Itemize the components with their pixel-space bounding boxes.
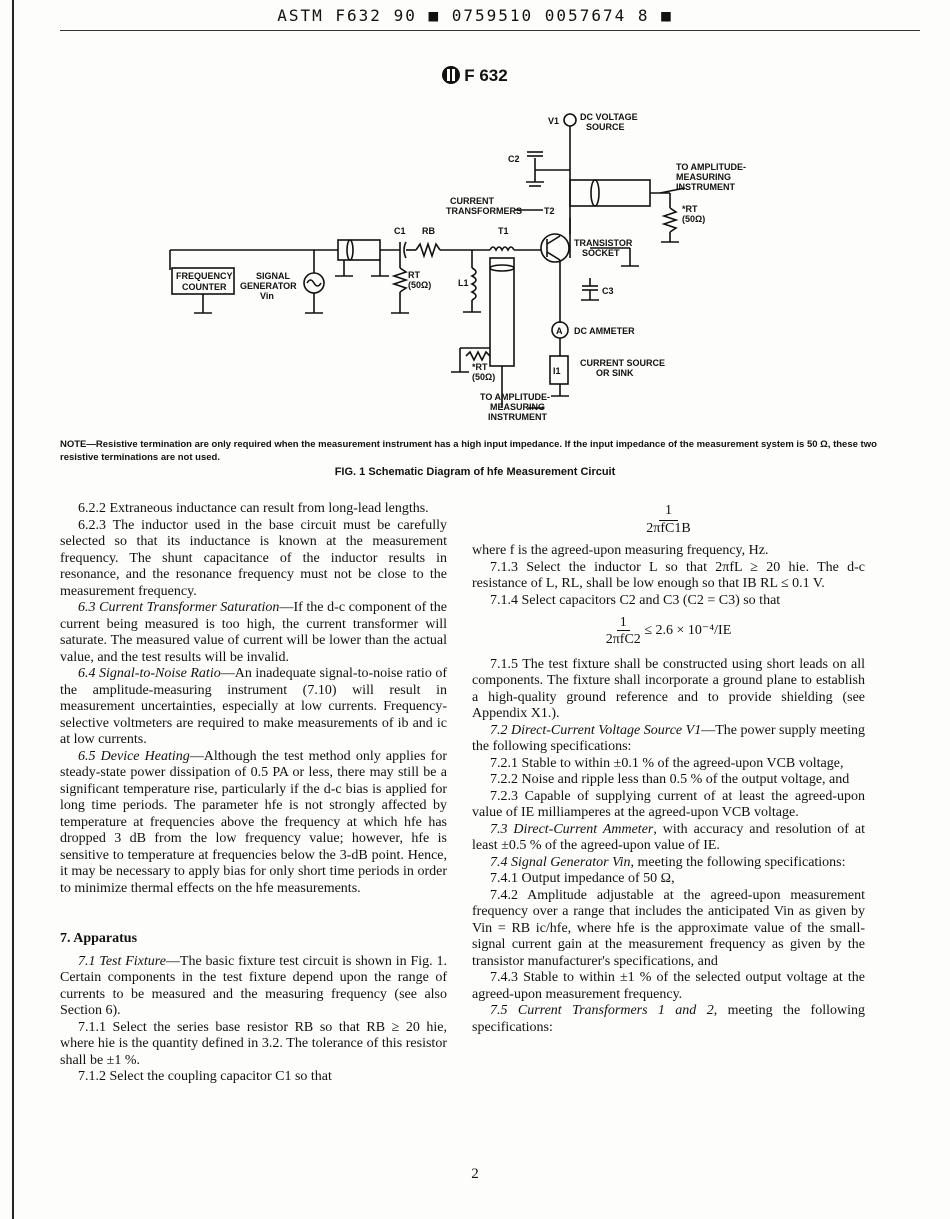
header-rule xyxy=(60,30,920,31)
left-column xyxy=(60,501,447,1086)
t1-coax-ring xyxy=(490,265,514,271)
equation-2-fraction xyxy=(606,615,641,647)
schematic-diagram xyxy=(150,108,746,428)
heading-6-5: 6.5 Device Heating xyxy=(78,748,190,764)
frequency-counter-label: FREQUENCY xyxy=(176,271,233,281)
paragraph-6-2-2: 6.2.2 Extraneous inductance can result from long-lead lengths. xyxy=(78,501,429,516)
paragraph-7-1-3: 7.1.3 Select the inductor L so that 2πfL ≥ 20 hie. The d-c resistance of L, RL, shall be low enough so that IB RL ≤ 0.1 V. xyxy=(472,559,865,591)
equation-2 xyxy=(472,615,865,647)
rb-label: RB xyxy=(422,226,435,236)
current-transformers-label: CURRENT xyxy=(450,196,494,206)
paragraph-7-4-3: 7.4.3 Stable to within ±1 % of the selected output voltage at the agreed-upon measurement frequency. xyxy=(472,970,865,1002)
to-amp-top-label-2: MEASURING xyxy=(676,172,732,182)
i1-label: I1 xyxy=(553,366,561,376)
paragraph-7-1-1: 7.1.1 Select the series base resistor RB so that RB ≥ 20 hie, where hie is the quantity defined in 3.2. The tolerance of this resistor shall be ±1 %. xyxy=(60,1019,447,1068)
current-source-label-2: OR SINK xyxy=(596,368,634,378)
l1-label: L1 xyxy=(458,278,469,288)
paragraph-7-5 xyxy=(472,1003,865,1036)
vin-label: Vin xyxy=(260,291,274,301)
input-coax-ring xyxy=(347,240,353,260)
ammeter-symbol-label: A xyxy=(556,326,563,336)
rt-right-resistor xyxy=(664,208,676,232)
paragraph-7-4 xyxy=(472,855,865,872)
c2-label: C2 xyxy=(508,154,520,164)
t1-label: T1 xyxy=(498,226,509,236)
paragraph-7-1-5: 7.1.5 The test fixture shall be constructed using short leads on all components. The fixture shall incorporate a ground plane to establish a high-quality ground reference and to provide shielding (see Appendix X1.). xyxy=(472,656,865,721)
heading-7-3: 7.3 Direct-Current Ammeter xyxy=(490,821,654,837)
heading-7-5: 7.5 Current Transformers 1 and 2 xyxy=(490,1003,714,1018)
rt-right-label: *RT xyxy=(682,204,698,214)
body-6-3: —If the d-c component of the current being measured is too high, the current transformer will saturate. The measured value of current will be lower than the actual value, and the test results will be invalid. xyxy=(60,600,447,665)
signal-generator-label-2: GENERATOR xyxy=(240,281,297,291)
c3-label: C3 xyxy=(602,286,614,296)
body-7-5: , meeting the following specifications: xyxy=(472,1003,865,1035)
astm-logo-icon xyxy=(442,66,460,84)
rt-bottom-resistor xyxy=(466,352,490,360)
scan-edge-line xyxy=(12,0,14,1219)
to-amp-bottom-label-3: INSTRUMENT xyxy=(488,412,547,422)
c1-label: C1 xyxy=(394,226,406,236)
rt-bottom-label: *RT xyxy=(472,362,488,372)
to-amp-top-label-3: INSTRUMENT xyxy=(676,182,735,192)
t1-coax-down xyxy=(490,258,514,366)
equation-1-denominator: 2πfC1B xyxy=(646,520,691,536)
t2-coax-ring xyxy=(591,180,599,206)
heading-7-2: 7.2 Direct-Current Voltage Source V1 xyxy=(490,722,702,738)
body-7-3: , with accuracy and resolution of at least ±0.5 % of the agreed-upon value of IE. xyxy=(472,821,865,853)
rt-mid-label: RT xyxy=(408,270,420,280)
standard-id-text: F 632 xyxy=(464,66,508,85)
to-amp-bottom-label: TO AMPLITUDE- xyxy=(480,392,550,402)
transistor-collector xyxy=(547,236,560,244)
body-7-4: , meeting the following specifications: xyxy=(630,854,846,870)
transistor-socket-label-2: SOCKET xyxy=(582,248,620,258)
figure-caption: FIG. 1 Schematic Diagram of hfe Measurement Circuit xyxy=(334,466,616,478)
right-column xyxy=(472,501,865,1036)
rt-mid-resistor xyxy=(394,268,406,292)
dc-ammeter-label: DC AMMETER xyxy=(574,326,635,336)
to-amp-top-label: TO AMPLITUDE- xyxy=(676,162,746,172)
transistor-emitter xyxy=(547,252,560,260)
rt-mid-label-2: (50Ω) xyxy=(408,280,432,290)
input-coax xyxy=(338,240,380,260)
dc-voltage-source-label: DC VOLTAGE xyxy=(580,112,638,122)
heading-6-3: 6.3 Current Transformer Saturation xyxy=(78,600,280,615)
current-transformers-label-2: TRANSFORMERS xyxy=(446,206,522,216)
heading-7-4: 7.4 Signal Generator Vin xyxy=(490,854,631,870)
t2-label: T2 xyxy=(544,206,555,216)
paragraph-7-1-4: 7.1.4 Select capacitors C2 and C3 (C2 = C3) so that xyxy=(490,592,781,608)
paragraph-7-2-2: 7.2.2 Noise and ripple less than 0.5 % of the output voltage, and xyxy=(490,772,850,787)
equation-2-rhs: ≤ 2.6 × 10⁻⁴/IE xyxy=(644,622,732,638)
rt-right-label-2: (50Ω) xyxy=(682,214,706,224)
to-amp-bottom-label-2: MEASURING xyxy=(490,402,546,412)
current-source-label: CURRENT SOURCE xyxy=(580,358,666,368)
dc-voltage-source-label-2: SOURCE xyxy=(586,122,625,132)
paragraph-6-2-3: 6.2.3 The inductor used in the base circuit must be carefully selected so that its inductance is known at the measurement frequency. The shunt capacitance of the inductor results in resonance, and the resonance frequency must not be close to the measurement frequency. xyxy=(60,517,447,599)
body-7-2: —The power supply meeting the following specifications: xyxy=(472,722,865,754)
paragraph-where: where f is the agreed-upon measuring frequency, Hz. xyxy=(472,543,769,558)
frequency-counter-label-2: COUNTER xyxy=(182,282,227,292)
paragraph-6-4 xyxy=(60,666,447,749)
body-6-5: —Although the test method only applies for steady-state power dissipation of 0.5 PA or less, there may still be a significant temperature rise, particularly if the d-c bias is applied for long time periods. The parameter hfe is not strongly affected by temperature at frequencies above the frequency at which hfe has dropped 3 dB from the low frequency value; however, hfe is sensitive to temperature at frequencies below the 3-dB point. Hence, it may be necessary to apply bias for only short time periods in order to minimize thermal effects on the hfe measurements. xyxy=(60,748,448,896)
paragraph-7-4-2: 7.4.2 Amplitude adjustable at the agreed-upon measurement frequency over a range that includes the anticipated Vin as given by Vin = RB ic/hfe, where hfe is the approximate value of the small-signal current gain at the measurement frequency as given by the transistor manufacturer's specifications, and xyxy=(472,887,865,969)
body-7-1: —The basic fixture test circuit is shown in Fig. 1. Certain components in the test fixture depend upon the range of currents to be measured and the measuring frequency (see also Section 6). xyxy=(60,953,447,1018)
sine-wave-icon xyxy=(307,280,321,286)
page-number: 2 xyxy=(471,1166,479,1182)
c1-plate-b xyxy=(404,242,406,258)
transistor-socket-label: TRANSISTOR xyxy=(574,238,633,248)
equation-1-numerator: 1 xyxy=(659,503,678,521)
dc-voltage-source-symbol xyxy=(564,114,576,126)
paragraph-7-4-1: 7.4.1 Output impedance of 50 Ω, xyxy=(490,871,675,886)
running-head: ASTM F632 90 ■ 0759510 0057674 8 ■ xyxy=(277,6,673,25)
paragraph-6-5 xyxy=(60,749,447,898)
paragraph-7-1-2: 7.1.2 Select the coupling capacitor C1 so that xyxy=(78,1069,332,1084)
paragraph-7-2 xyxy=(472,723,865,756)
t1-coil xyxy=(490,247,514,250)
heading-6-4: 6.4 Signal-to-Noise Ratio xyxy=(78,666,221,681)
heading-7-1: 7.1 Test Fixture xyxy=(78,953,166,969)
equation-2-denominator: 2πfC2 xyxy=(605,631,641,647)
equation-1 xyxy=(472,503,865,537)
body-6-4: —An inadequate signal-to-noise ratio of the amplitude-measuring instrument (7.10) will result in measurement uncertainties, especially at low currents. Frequency-selective voltmeters are required to make measurements of ib and ic at low currents. xyxy=(60,666,447,747)
standard-id xyxy=(0,66,950,86)
section-heading-7: 7. Apparatus xyxy=(60,931,138,946)
rb-resistor xyxy=(416,244,440,256)
l1-inductor xyxy=(472,268,476,300)
t2-coax-upper xyxy=(570,180,650,206)
paragraph-7-2-1: 7.2.1 Stable to within ±0.1 % of the agreed-upon VCB voltage, xyxy=(490,755,844,771)
paragraph-7-3 xyxy=(472,822,865,855)
equation-2-numerator: 1 xyxy=(617,615,630,631)
rt-bottom-label-2: (50Ω) xyxy=(472,372,496,382)
signal-generator-label: SIGNAL xyxy=(256,271,291,281)
v1-label: V1 xyxy=(548,116,560,126)
figure-note: NOTE—Resistive termination are only required when the measurement instrument has a high input impedance. If the input impedance of the measurement system is 50 Ω, these two resistive terminations are not used. xyxy=(60,439,877,463)
paragraph-6-3 xyxy=(60,600,447,666)
paragraph-7-2-3: 7.2.3 Capable of supplying current of at least the agreed-upon value of IE milliamperes at the agreed-upon VCB voltage. xyxy=(472,788,865,820)
paragraph-7-1 xyxy=(60,954,447,1020)
